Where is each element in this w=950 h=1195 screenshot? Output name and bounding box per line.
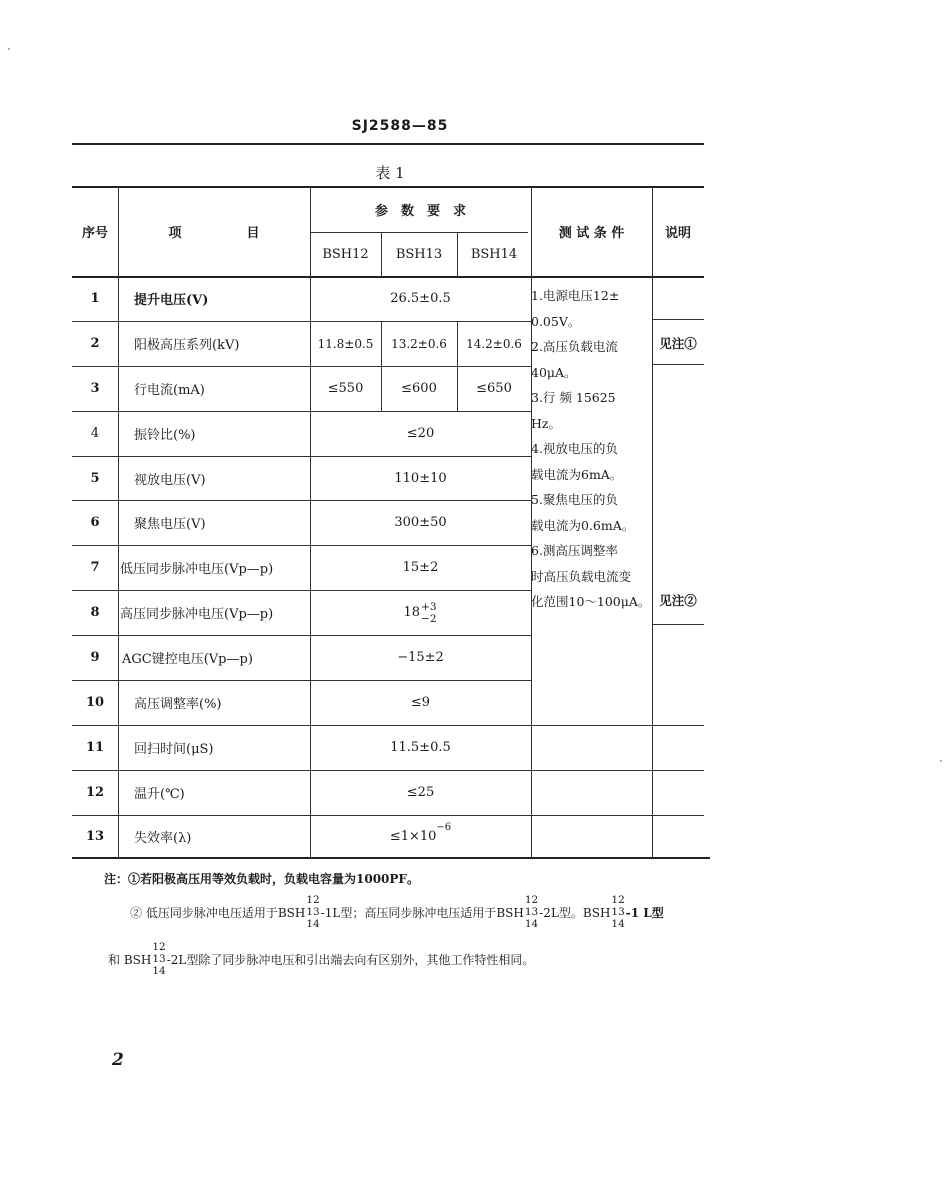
row-value: −15±2	[397, 650, 444, 665]
remark-divider	[652, 364, 704, 365]
model-number: 14	[306, 918, 320, 930]
model-number: 12	[611, 894, 625, 906]
row-no: 3	[90, 381, 100, 396]
header-model-bsh13: BSH13	[395, 246, 443, 262]
row-no: 6	[90, 515, 100, 530]
row-item: 视放电压(V)	[134, 472, 206, 488]
note-2	[130, 894, 664, 930]
row-value-bsh13: ≤600	[401, 381, 437, 396]
model-number-stack	[306, 894, 319, 930]
header-params: 参 数 要 求	[374, 203, 466, 219]
row-item: 振铃比(%)	[134, 428, 196, 443]
row-item: 聚焦电压(V)	[134, 517, 206, 532]
note-3-part: -2L型除了同步脉冲电压和引出端去向有区别外，其他工作特性相同。	[166, 952, 535, 967]
scan-speck	[940, 760, 942, 762]
condition-line: 40μA。	[531, 364, 577, 380]
row-value	[310, 815, 531, 857]
row-value-bsh14: 14.2±0.6	[466, 336, 522, 351]
condition-line: 化范围10～100μA。	[531, 594, 651, 609]
remark-note-1: 见注①	[659, 335, 697, 351]
header-seq: 序号	[81, 225, 108, 241]
header-model-bsh14: BSH14	[470, 246, 518, 262]
row-value: 110±10	[394, 470, 447, 486]
row-item: 行电流(mA)	[134, 383, 205, 398]
value-base: 18	[403, 605, 421, 620]
header-conditions: 测 试 条 件	[558, 225, 625, 241]
header-model-bsh12: BSH12	[322, 246, 369, 262]
tolerance-upper: +3	[421, 600, 437, 613]
model-number-stack	[152, 941, 165, 977]
row-value: 26.5±0.5	[390, 291, 451, 306]
row-item: 低压同步脉冲电压(Vp—p)	[120, 562, 274, 577]
row-value-bsh14: ≤650	[476, 381, 512, 396]
value-exponent: −6	[436, 821, 452, 833]
row-value-bsh13: 13.2±0.6	[391, 336, 447, 351]
row-value: ≤9	[410, 695, 431, 710]
row-no: 2	[90, 336, 100, 351]
model-number: 14	[524, 918, 539, 930]
model-number: 12	[306, 894, 320, 906]
row-no: 13	[85, 828, 105, 844]
row-value-bsh12: ≤550	[327, 381, 364, 396]
row-no: 5	[90, 470, 100, 486]
note-2-part: -1L型；高压同步脉冲电压适用于BSH	[320, 905, 524, 920]
model-number-stack	[525, 894, 538, 930]
row-no: 4	[90, 426, 100, 441]
value-base: ≤1×10	[389, 828, 437, 844]
condition-line: 5.聚焦电压的负	[531, 492, 618, 507]
row-no: 10	[85, 695, 105, 710]
remark-note-2: 见注②	[659, 593, 697, 608]
value-tolerance	[421, 601, 436, 625]
condition-line: Hz。	[531, 415, 561, 431]
row-value: 300±50	[394, 515, 447, 530]
row-item: 提升电压(V)	[134, 293, 209, 308]
condition-line: 0.05V。	[531, 313, 581, 329]
note-1: 注：①若阳极高压用等效负载时，负载电容量为1000PF。	[104, 872, 419, 886]
test-conditions	[531, 283, 653, 615]
model-number: 13	[611, 906, 625, 918]
condition-line: 6.测高压调整率	[531, 543, 618, 558]
row-item: 回扫时间(μS)	[134, 742, 214, 757]
row-no: 12	[85, 785, 105, 800]
condition-line: 2.高压负载电流	[531, 339, 618, 354]
row-item: 阳极高压系列(kV)	[134, 338, 240, 353]
model-number: 12	[524, 894, 539, 906]
row-value: ≤20	[406, 426, 435, 441]
row-item: AGC键控电压(Vp—p)	[122, 652, 253, 667]
model-number-stack	[611, 894, 624, 930]
table-bottom-rule	[72, 857, 710, 859]
row-no: 11	[85, 740, 105, 755]
header-remarks: 说明	[664, 225, 691, 241]
tolerance-lower: −2	[421, 612, 437, 625]
row-value: ≤25	[406, 785, 435, 800]
remark-divider	[652, 624, 704, 625]
header-rule	[72, 143, 704, 145]
row-value: 11.5±0.5	[390, 740, 451, 755]
row-item: 高压调整率(%)	[134, 697, 222, 712]
condition-line: 载电流为0.6mA。	[531, 517, 635, 533]
page-number: 2	[112, 1050, 124, 1070]
condition-line: 1.电源电压12±	[531, 288, 620, 303]
row-item: 失效率(λ)	[134, 830, 192, 846]
row-item: 高压同步脉冲电压(Vp—p)	[120, 607, 274, 622]
condition-line: 时高压负载电流变	[531, 568, 632, 584]
model-number: 14	[152, 965, 166, 977]
note-3	[108, 941, 534, 977]
model-number: 12	[152, 941, 166, 953]
col-divider	[118, 186, 119, 857]
row-no: 8	[90, 605, 100, 620]
note-2-part: ② 低压同步脉冲电压适用于BSH	[130, 905, 306, 920]
condition-line: 载电流为6mA。	[531, 466, 623, 482]
row-no: 1	[90, 291, 100, 306]
row-item: 温升(℃)	[134, 787, 185, 802]
note-3-part: 和 BSH	[108, 952, 152, 967]
note-2-part: -2L型。BSH	[539, 905, 611, 920]
condition-line: 4.视放电压的负	[531, 441, 618, 456]
condition-line: 3.行 频 15625	[531, 390, 616, 405]
row-no: 9	[90, 650, 100, 665]
scan-speck	[8, 48, 10, 50]
row-value: 15±2	[402, 560, 439, 575]
header-item: 项 目	[168, 225, 260, 241]
remark-divider	[652, 319, 704, 320]
table-title: 表 1	[375, 164, 405, 182]
row-value-bsh12: 11.8±0.5	[317, 336, 374, 351]
model-number: 13	[152, 953, 166, 965]
row-value	[310, 590, 531, 635]
model-number: 13	[306, 906, 320, 918]
note-2-part: -1 L型	[625, 905, 664, 920]
model-number: 14	[611, 918, 625, 930]
document-code: SJ2588—85	[351, 118, 449, 134]
row-no: 7	[90, 560, 100, 575]
model-number: 13	[524, 906, 539, 918]
